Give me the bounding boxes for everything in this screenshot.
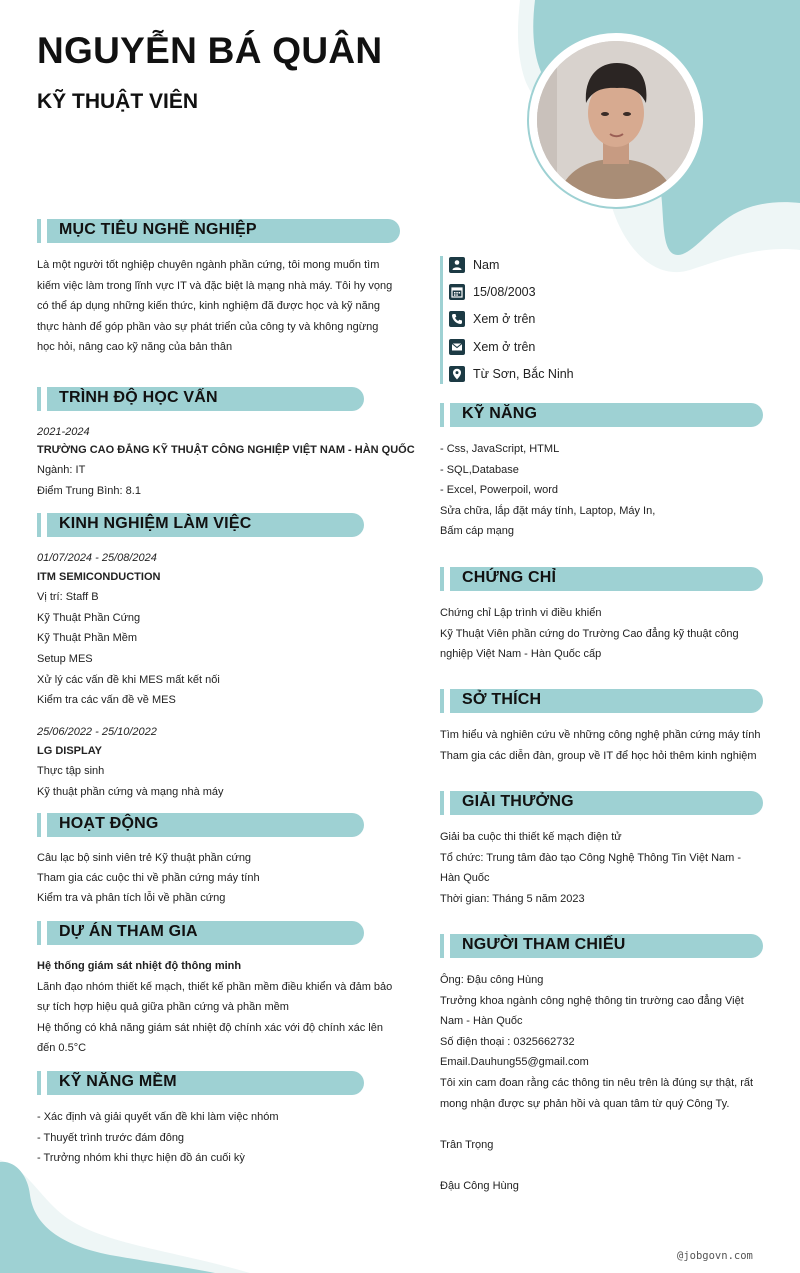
project-line: Hệ thống có khả năng giám sát nhiệt độ chính xác với độ chính xác lên (37, 1021, 383, 1034)
activity-item: Câu lạc bộ sinh viên trẻ Kỹ thuật phần cứng (37, 852, 252, 864)
awards-text (440, 827, 741, 909)
section-soft-skills-title: KỸ NĂNG MỀM (59, 1073, 177, 1090)
section-education-title: TRÌNH ĐỘ HỌC VẤN (59, 389, 218, 406)
hobbies-text (440, 725, 761, 766)
award-line: Giải ba cuộc thi thiết kế mạch điện tử (440, 831, 622, 843)
project-name: Hệ thống giám sát nhiệt độ thông minh (37, 960, 242, 972)
certificate-item: Chứng chỉ Lập trình vi điều khiển (440, 607, 602, 619)
section-projects (37, 921, 364, 945)
skill-item: Bấm cáp mạng (440, 525, 514, 538)
reference-line: Tôi xin cam đoan rằng các thông tin nêu trên là đúng sự thật, rất (440, 1076, 754, 1089)
section-activities-title: HOẠT ĐỘNG (59, 815, 159, 832)
section-skills (440, 403, 763, 427)
section-projects-title: DỰ ÁN THAM GIA (59, 923, 198, 940)
projects-text (37, 956, 392, 1059)
experience-job-2 (37, 722, 224, 802)
job-detail: Xử lý các vấn đề khi MES mất kết nối (37, 673, 220, 686)
contact-phone-value: Xem ở trên (473, 312, 536, 326)
education-school: TRƯỜNG CAO ĐẲNG KỸ THUẬT CÔNG NGHIỆP VIỆT NAM - HÀN QUỐC (37, 443, 415, 456)
job-title: KỸ THUẬT VIÊN (37, 90, 199, 113)
section-reference (440, 934, 763, 958)
contact-address-value: Từ Sơn, Bắc Ninh (473, 367, 574, 381)
section-reference-title: NGƯỜI THAM CHIẾU (462, 936, 626, 953)
location-icon (449, 366, 465, 382)
reference-line: Đậu Công Hùng (440, 1179, 519, 1192)
phone-icon (449, 311, 465, 327)
education-period: 2021-2024 (37, 426, 90, 438)
experience-job-1 (37, 548, 220, 711)
user-icon (449, 257, 465, 273)
skill-item: - SQL,Database (440, 463, 519, 476)
objective-line: học hỏi, nâng cao kỹ năng của bản thân (37, 341, 233, 354)
section-objective (37, 219, 400, 243)
activity-item: Kiểm tra và phân tích lỗi về phần cứng (37, 892, 226, 904)
contact-gender-value: Nam (473, 258, 500, 272)
certificate-item: nghiệp Việt Nam - Hàn Quốc cấp (440, 648, 602, 661)
watermark: @jobgovn.com (677, 1250, 753, 1262)
skills-text (440, 439, 655, 542)
reference-line: Nam - Hàn Quốc (440, 1015, 523, 1028)
hobby-item: Tham gia các diễn đàn, group về IT để học hỏi thêm kinh nghiệm (440, 749, 757, 762)
activity-item: Tham gia các cuộc thi về phần cứng máy tính (37, 872, 260, 884)
reference-text (440, 970, 753, 1197)
section-education (37, 387, 364, 411)
reference-line: Trân Trọng (440, 1138, 494, 1151)
soft-skills-text (37, 1107, 279, 1169)
objective-line: thực hành để góp phần vào sự phát triển của công ty và không ngừng (37, 320, 379, 333)
job-detail: Kỹ Thuật Phần Cứng (37, 611, 141, 624)
section-certificates-title: CHỨNG CHỈ (462, 569, 557, 586)
mail-icon (449, 339, 465, 355)
soft-skill-item: - Trưởng nhóm khi thực hiện đồ án cuối kỳ (37, 1152, 245, 1165)
soft-skill-item: - Thuyết trình trước đám đông (37, 1131, 185, 1144)
award-line: Tổ chức: Trung tâm đào tạo Công Nghệ Thông Tin Việt Nam - (440, 851, 742, 864)
hobby-item: Tìm hiểu và nghiên cứu về những công nghệ phần cứng máy tính (440, 729, 761, 741)
job-detail: Kỹ Thuật Phần Mềm (37, 632, 138, 645)
calendar-icon (449, 284, 465, 300)
award-line: Hàn Quốc (440, 872, 490, 885)
contact-email-value: Xem ở trên (473, 340, 536, 354)
job-period: 01/07/2024 - 25/08/2024 (37, 552, 157, 564)
objective-line: kiếm việc làm trong lĩnh vực IT và đặc biệt là mạng nhà máy. Tôi hy vọng (37, 279, 393, 292)
certificate-item: Kỹ Thuật Viên phần cứng do Trường Cao đẳng kỹ thuật công (440, 627, 739, 640)
section-hobbies-title: SỞ THÍCH (462, 691, 542, 708)
project-line: đến 0.5°C (37, 1042, 87, 1055)
reference-line: Email.Dauhung55@gmail.com (440, 1056, 589, 1069)
candidate-name: NGUYỄN BÁ QUÂN (37, 30, 383, 71)
contact-accent-bar (440, 256, 443, 384)
reference-line: Số điện thoại : 0325662732 (440, 1035, 575, 1048)
objective-line: có thể áp dụng những kiến thức, kinh nghiệm đã được học và kỹ năng (37, 300, 381, 313)
soft-skill-item: - Xác định và giải quyết vấn đề khi làm việc nhóm (37, 1111, 279, 1123)
job-company: LG DISPLAY (37, 744, 102, 757)
objective-line: Là một người tốt nghiệp chuyên ngành phần cứng, tôi mong muốn tìm (37, 259, 380, 271)
job-period: 25/06/2022 - 25/10/2022 (37, 726, 157, 738)
section-activities (37, 813, 364, 837)
section-certificates (440, 567, 763, 591)
job-detail: Kiểm tra các vấn đề về MES (37, 694, 176, 707)
reference-line: Ông: Đậu công Hùng (440, 974, 544, 986)
section-awards (440, 791, 763, 815)
job-detail: Vị trí: Staff B (37, 591, 99, 604)
job-detail: Setup MES (37, 652, 93, 665)
job-company: ITM SEMICONDUCTION (37, 570, 161, 583)
section-soft-skills (37, 1071, 364, 1095)
job-detail: Kỹ thuật phần cứng và mạng nhà máy (37, 785, 224, 798)
section-objective-title: MỤC TIÊU NGHỀ NGHIỆP (59, 221, 257, 238)
skill-item: - Css, JavaScript, HTML (440, 443, 560, 455)
avatar-illustration (537, 41, 695, 199)
skill-item: - Excel, Powerpoil, word (440, 484, 558, 497)
education-gpa: Điểm Trung Bình: 8.1 (37, 484, 141, 497)
section-experience (37, 513, 364, 537)
reference-line: Trưởng khoa ngành công nghệ thông tin trường cao đẳng Việt (440, 994, 744, 1007)
activities-text (37, 848, 260, 908)
education-major: Ngành: IT (37, 464, 86, 477)
education-text (37, 422, 415, 501)
contact-birthday-value: 15/08/2003 (473, 285, 536, 299)
reference-line (440, 1155, 753, 1176)
objective-text (37, 255, 392, 358)
certificates-text (440, 603, 739, 665)
section-experience-title: KINH NGHIỆM LÀM VIỆC (59, 515, 252, 532)
reference-line (440, 1114, 753, 1135)
project-line: sự tích hợp hiệu quả giữa phần cứng và phần mềm (37, 1001, 289, 1014)
award-line: Thời gian: Tháng 5 năm 2023 (440, 892, 585, 905)
avatar (537, 41, 695, 199)
section-hobbies (440, 689, 763, 713)
project-line: Lãnh đạo nhóm thiết kế mạch, thiết kế phần mềm điều khiển và đảm bảo (37, 980, 393, 993)
skill-item: Sửa chữa, lắp đặt máy tính, Laptop, Máy In, (440, 504, 656, 517)
job-detail: Thực tập sinh (37, 765, 105, 778)
section-skills-title: KỸ NĂNG (462, 405, 538, 422)
reference-line: mong nhận được sự phản hồi và quan tâm từ quý Công Ty. (440, 1097, 730, 1110)
section-awards-title: GIẢI THƯỞNG (462, 793, 574, 810)
